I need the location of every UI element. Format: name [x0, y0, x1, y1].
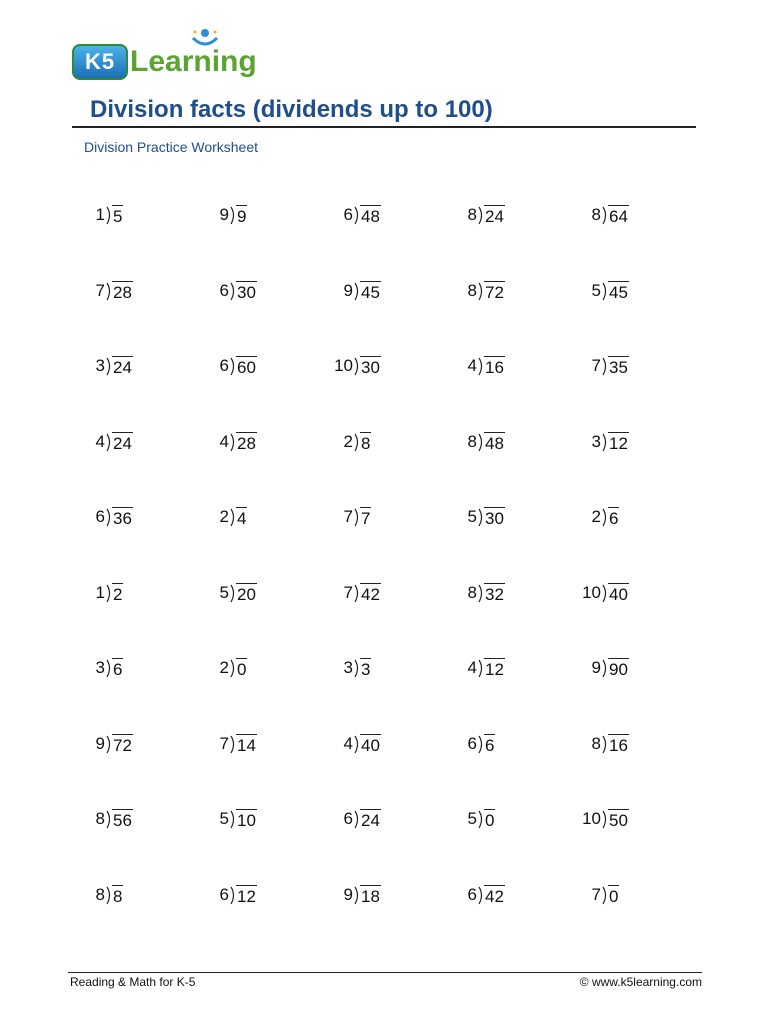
dividend: 12: [609, 433, 628, 453]
division-bracket-icon: [230, 356, 236, 376]
division-problem: [204, 653, 328, 683]
divisor: 2: [219, 507, 229, 526]
division-problem: [576, 578, 700, 608]
division-bracket-icon: [478, 734, 484, 754]
division-bracket-icon: [478, 583, 484, 603]
division-problem: [328, 804, 452, 834]
dividend: 8: [361, 433, 371, 453]
divisor: 9: [95, 733, 105, 753]
division-bracket-icon: [478, 205, 484, 225]
divisor: 6: [343, 809, 353, 828]
dividend: 24: [361, 811, 380, 830]
dividend: 0: [237, 660, 247, 679]
division-bracket-icon: [230, 734, 236, 754]
division-problem: [80, 200, 204, 230]
division-problem: [452, 578, 576, 608]
division-problem: [80, 502, 204, 532]
divisor: 6: [467, 733, 477, 753]
divisor: 9: [219, 205, 229, 224]
dividend: 6: [609, 509, 619, 528]
division-bracket-icon: [354, 809, 360, 829]
division-problem: [328, 502, 452, 532]
division-problem: [80, 729, 204, 759]
dividend: 18: [361, 886, 380, 906]
dividend: 4: [237, 509, 247, 528]
k5-learning-logo: [72, 28, 257, 80]
dividend: 30: [237, 282, 256, 302]
dividend: 35: [609, 358, 628, 377]
problem-row: [80, 804, 700, 880]
problem-row: [80, 502, 700, 578]
division-bracket-icon: [602, 356, 608, 376]
division-problem: [576, 351, 700, 381]
division-bracket-icon: [106, 205, 112, 225]
division-problem: [80, 880, 204, 910]
division-bracket-icon: [478, 658, 484, 678]
divisor: 9: [591, 658, 601, 677]
division-problem: [204, 427, 328, 457]
division-bracket-icon: [602, 809, 608, 829]
dividend: 30: [361, 358, 380, 377]
divisor: 7: [591, 884, 601, 904]
division-problem: [452, 804, 576, 834]
division-problem: [576, 276, 700, 306]
dividend: 24: [113, 433, 132, 453]
divisor: 8: [467, 431, 477, 451]
divisor: 8: [467, 280, 477, 300]
division-bracket-icon: [354, 356, 360, 376]
divisor: 6: [219, 884, 229, 904]
dividend: 8: [113, 886, 123, 906]
division-problem: [328, 729, 452, 759]
logo-wordmark: Learning: [130, 45, 257, 78]
footer-website: © www.k5learning.com: [579, 975, 702, 989]
dividend: 60: [237, 358, 256, 377]
division-problem: [576, 200, 700, 230]
division-bracket-icon: [106, 809, 112, 829]
division-problem: [328, 653, 452, 683]
dividend: 90: [609, 660, 628, 679]
divisor: 6: [219, 356, 229, 375]
division-bracket-icon: [478, 885, 484, 905]
division-bracket-icon: [354, 885, 360, 905]
divisor: 2: [591, 507, 601, 526]
footer-divider: [68, 972, 702, 973]
division-problem: [204, 200, 328, 230]
dividend: 24: [485, 207, 504, 226]
division-bracket-icon: [106, 507, 112, 527]
dividend: 20: [237, 584, 256, 604]
title-divider: [72, 126, 696, 128]
dividend: 10: [237, 811, 256, 830]
dividend: 3: [361, 660, 371, 679]
division-bracket-icon: [602, 432, 608, 452]
division-bracket-icon: [478, 281, 484, 301]
division-bracket-icon: [230, 658, 236, 678]
divisor: 3: [591, 431, 601, 451]
divisor: 6: [467, 884, 477, 904]
division-problem: [204, 276, 328, 306]
dividend: 16: [609, 735, 628, 755]
divisor: 7: [95, 280, 105, 300]
division-bracket-icon: [354, 205, 360, 225]
division-problem: [576, 502, 700, 532]
dividend: 45: [361, 282, 380, 302]
division-bracket-icon: [602, 583, 608, 603]
divisor: 6: [95, 507, 105, 526]
problem-row: [80, 351, 700, 427]
divisor: 3: [343, 658, 353, 677]
divisor: 6: [343, 205, 353, 224]
division-bracket-icon: [106, 356, 112, 376]
division-bracket-icon: [230, 885, 236, 905]
problem-row: [80, 578, 700, 654]
dividend: 72: [485, 282, 504, 302]
divisor: 3: [95, 356, 105, 375]
divisor: 6: [219, 280, 229, 300]
dividend: 7: [361, 509, 371, 528]
dividend: 0: [485, 811, 495, 830]
division-problem: [80, 804, 204, 834]
division-problem: [452, 729, 576, 759]
division-bracket-icon: [478, 432, 484, 452]
division-problem: [328, 276, 452, 306]
division-bracket-icon: [106, 885, 112, 905]
dividend: 36: [113, 509, 132, 528]
division-problem: [328, 880, 452, 910]
dividend: 40: [361, 735, 380, 755]
dividend: 12: [237, 886, 256, 906]
division-problem: [204, 729, 328, 759]
division-bracket-icon: [354, 583, 360, 603]
divisor: 8: [467, 582, 477, 602]
dividend: 56: [113, 811, 132, 830]
divisor: 7: [343, 507, 353, 526]
division-problem: [328, 427, 452, 457]
divisor: 8: [95, 809, 105, 828]
divisor: 2: [343, 431, 353, 451]
problem-row: [80, 200, 700, 276]
logo-badge: K5: [72, 44, 128, 80]
division-bracket-icon: [106, 658, 112, 678]
divisor: 2: [219, 658, 229, 677]
dividend: 48: [485, 433, 504, 453]
divisor: 7: [591, 356, 601, 375]
divisor: 1: [95, 205, 105, 224]
dividend: 9: [237, 207, 247, 226]
division-bracket-icon: [602, 281, 608, 301]
dividend: 40: [609, 584, 628, 604]
dividend: 32: [485, 584, 504, 604]
division-problem: [80, 427, 204, 457]
division-problem: [328, 578, 452, 608]
division-problem: [80, 276, 204, 306]
dividend: 50: [609, 811, 628, 830]
division-bracket-icon: [602, 507, 608, 527]
division-bracket-icon: [478, 809, 484, 829]
divisor: 8: [591, 733, 601, 753]
division-bracket-icon: [230, 281, 236, 301]
divisor: 5: [467, 507, 477, 526]
division-problem: [204, 880, 328, 910]
dividend: 6: [113, 660, 123, 679]
division-problem: [204, 578, 328, 608]
dividend: 2: [113, 584, 123, 604]
problem-grid: [80, 200, 700, 955]
division-problem: [204, 351, 328, 381]
division-problem: [204, 804, 328, 834]
division-problem: [80, 351, 204, 381]
dividend: 42: [485, 886, 504, 906]
problem-row: [80, 427, 700, 503]
divisor: 1: [95, 582, 105, 602]
division-bracket-icon: [230, 507, 236, 527]
dividend: 24: [113, 358, 132, 377]
division-bracket-icon: [106, 734, 112, 754]
divisor: 10: [582, 582, 601, 602]
division-bracket-icon: [230, 205, 236, 225]
dividend: 14: [237, 735, 256, 755]
divisor: 9: [343, 884, 353, 904]
divisor: 4: [95, 431, 105, 451]
division-bracket-icon: [106, 432, 112, 452]
dividend: 30: [485, 509, 504, 528]
division-problem: [204, 502, 328, 532]
division-bracket-icon: [478, 356, 484, 376]
division-problem: [80, 653, 204, 683]
problem-row: [80, 653, 700, 729]
dividend: 16: [485, 358, 504, 377]
problem-row: [80, 729, 700, 805]
dividend: 48: [361, 207, 380, 226]
divisor: 10: [334, 356, 353, 375]
division-problem: [576, 653, 700, 683]
division-bracket-icon: [354, 432, 360, 452]
division-bracket-icon: [602, 658, 608, 678]
divisor: 8: [95, 884, 105, 904]
division-problem: [576, 804, 700, 834]
division-problem: [328, 351, 452, 381]
footer-tagline: Reading & Math for K-5: [70, 975, 196, 989]
dividend: 28: [237, 433, 256, 453]
division-problem: [452, 427, 576, 457]
division-problem: [576, 880, 700, 910]
division-bracket-icon: [106, 281, 112, 301]
divisor: 9: [343, 280, 353, 300]
division-bracket-icon: [602, 734, 608, 754]
division-problem: [576, 427, 700, 457]
division-bracket-icon: [602, 205, 608, 225]
problem-row: [80, 276, 700, 352]
page-title: Division facts (dividends up to 100): [90, 96, 493, 123]
dividend: 45: [609, 282, 628, 302]
divisor: 5: [219, 809, 229, 828]
division-bracket-icon: [230, 432, 236, 452]
dividend: 5: [113, 207, 123, 226]
division-bracket-icon: [230, 809, 236, 829]
division-bracket-icon: [354, 734, 360, 754]
dividend: 12: [485, 660, 504, 679]
division-bracket-icon: [354, 658, 360, 678]
division-bracket-icon: [354, 507, 360, 527]
division-problem: [452, 200, 576, 230]
dividend: 72: [113, 735, 132, 755]
division-problem: [80, 578, 204, 608]
dividend: 64: [609, 207, 628, 226]
divisor: 7: [343, 582, 353, 602]
divisor: 5: [467, 809, 477, 828]
divisor: 5: [219, 582, 229, 602]
divisor: 5: [591, 280, 601, 300]
divisor: 10: [582, 809, 601, 828]
division-problem: [452, 351, 576, 381]
logo-figure-icon: [190, 28, 220, 50]
divisor: 3: [95, 658, 105, 677]
page-subtitle: Division Practice Worksheet: [84, 139, 259, 155]
division-bracket-icon: [106, 583, 112, 603]
division-problem: [452, 653, 576, 683]
divisor: 4: [219, 431, 229, 451]
dividend: 42: [361, 584, 380, 604]
divisor: 8: [591, 205, 601, 224]
divisor: 8: [467, 205, 477, 224]
divisor: 4: [467, 356, 477, 375]
division-bracket-icon: [478, 507, 484, 527]
divisor: 4: [343, 733, 353, 753]
divisor: 7: [219, 733, 229, 753]
division-bracket-icon: [602, 885, 608, 905]
division-problem: [452, 880, 576, 910]
division-problem: [452, 276, 576, 306]
division-bracket-icon: [354, 281, 360, 301]
division-problem: [576, 729, 700, 759]
division-problem: [452, 502, 576, 532]
divisor: 4: [467, 658, 477, 677]
dividend: 28: [113, 282, 132, 302]
dividend: 0: [609, 886, 619, 906]
dividend: 6: [485, 735, 495, 755]
division-problem: [328, 200, 452, 230]
division-bracket-icon: [230, 583, 236, 603]
problem-row: [80, 880, 700, 956]
